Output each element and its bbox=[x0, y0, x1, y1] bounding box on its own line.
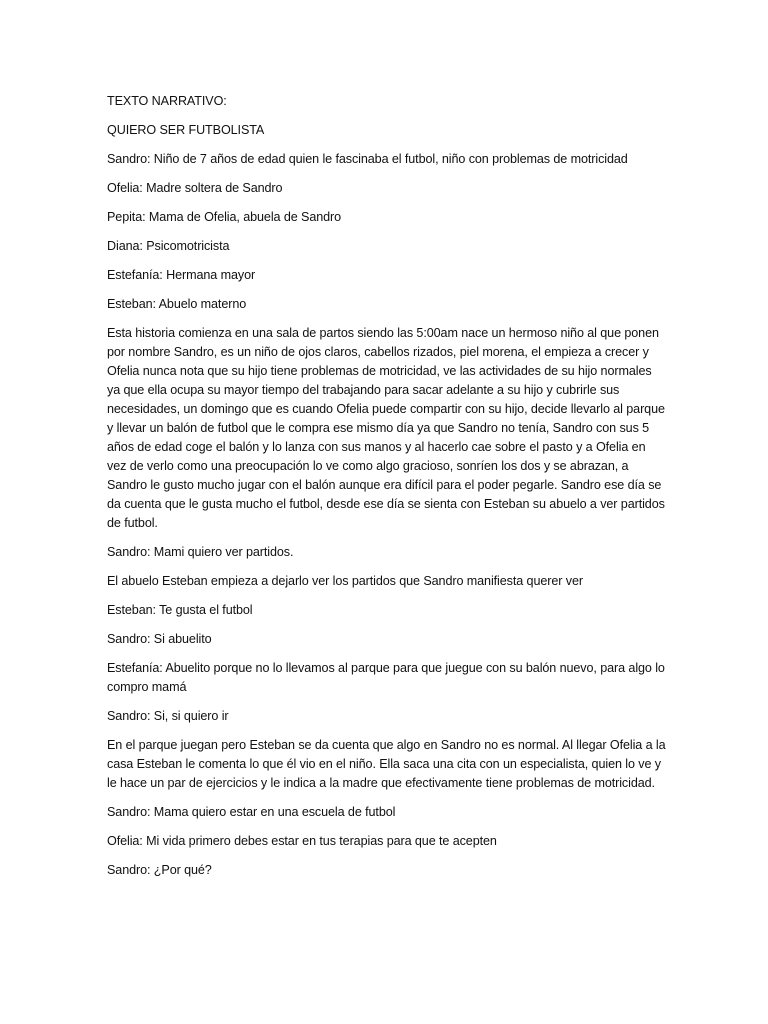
dialogue-line: Sandro: ¿Por qué? bbox=[107, 863, 212, 877]
dialogue-line: Sandro: Si abuelito bbox=[107, 632, 212, 646]
story-paragraph: Esta historia comienza en una sala de partos siendo las 5:00am nace un hermoso niño al que ponen por nombre Sandro, es un niño de ojos claros, cabellos rizados, piel morena, el empieza a crecer y Ofelia nunca nota que su hijo tiene problemas de motricidad, ve las actividades de su hijo normales ya que ella ocupa su mayor tiempo del trabajando para sacar adelante a su hijo y cubrirle sus necesidades, un domingo que es cuando Ofelia puede compartir con su hijo, decide llevarlo al parque y llevar un balón de futbol que le compra ese mismo día ya que Sandro no tenía, Sandro con sus 5 años de edad coge el balón y lo lanza con sus manos y al hacerlo cae sobre el pasto y a Ofelia en vez de verlo como una preocupación lo ve como algo gracioso, sonríen los dos y se abrazan, a Sandro le gusto mucho jugar con el balón aunque era difícil para el poder pegarle. Sandro ese día se da cuenta que le gusta mucho el futbol, desde ese día se sienta con Esteban su abuelo a ver partidos de futbol. bbox=[107, 326, 665, 530]
dialogue-line: Sandro: Mami quiero ver partidos. bbox=[107, 545, 294, 559]
dialogue-line: Ofelia: Mi vida primero debes estar en tus terapias para que te acepten bbox=[107, 834, 497, 848]
character-sandro: Sandro: Niño de 7 años de edad quien le fascinaba el futbol, niño con problemas de motricidad bbox=[107, 152, 628, 166]
character-ofelia: Ofelia: Madre soltera de Sandro bbox=[107, 181, 283, 195]
character-diana: Diana: Psicomotricista bbox=[107, 239, 230, 253]
character-estefania: Estefanía: Hermana mayor bbox=[107, 268, 256, 282]
story-paragraph: En el parque juegan pero Esteban se da cuenta que algo en Sandro no es normal. Al llegar Ofelia a la casa Esteban le comenta lo que él vio en el niño. Ella saca una cita con un especialista, quien lo ve y le hace un par de ejercicios y le indica a la madre que efectivamente tiene problemas de motricidad. bbox=[107, 738, 666, 790]
document-title: QUIERO SER FUTBOLISTA bbox=[107, 123, 265, 137]
document-heading: TEXTO NARRATIVO: bbox=[107, 94, 227, 108]
character-esteban: Esteban: Abuelo materno bbox=[107, 297, 247, 311]
narration-line: El abuelo Esteban empieza a dejarlo ver los partidos que Sandro manifiesta querer ver bbox=[107, 574, 583, 588]
dialogue-line: Sandro: Si, si quiero ir bbox=[107, 709, 229, 723]
character-pepita: Pepita: Mama de Ofelia, abuela de Sandro bbox=[107, 210, 342, 224]
dialogue-line: Estefanía: Abuelito porque no lo llevamos al parque para que juegue con su balón nuevo, para algo lo compro mamá bbox=[107, 661, 665, 694]
dialogue-line: Esteban: Te gusta el futbol bbox=[107, 603, 253, 617]
document-body bbox=[107, 92, 667, 890]
dialogue-line: Sandro: Mama quiero estar en una escuela de futbol bbox=[107, 805, 396, 819]
